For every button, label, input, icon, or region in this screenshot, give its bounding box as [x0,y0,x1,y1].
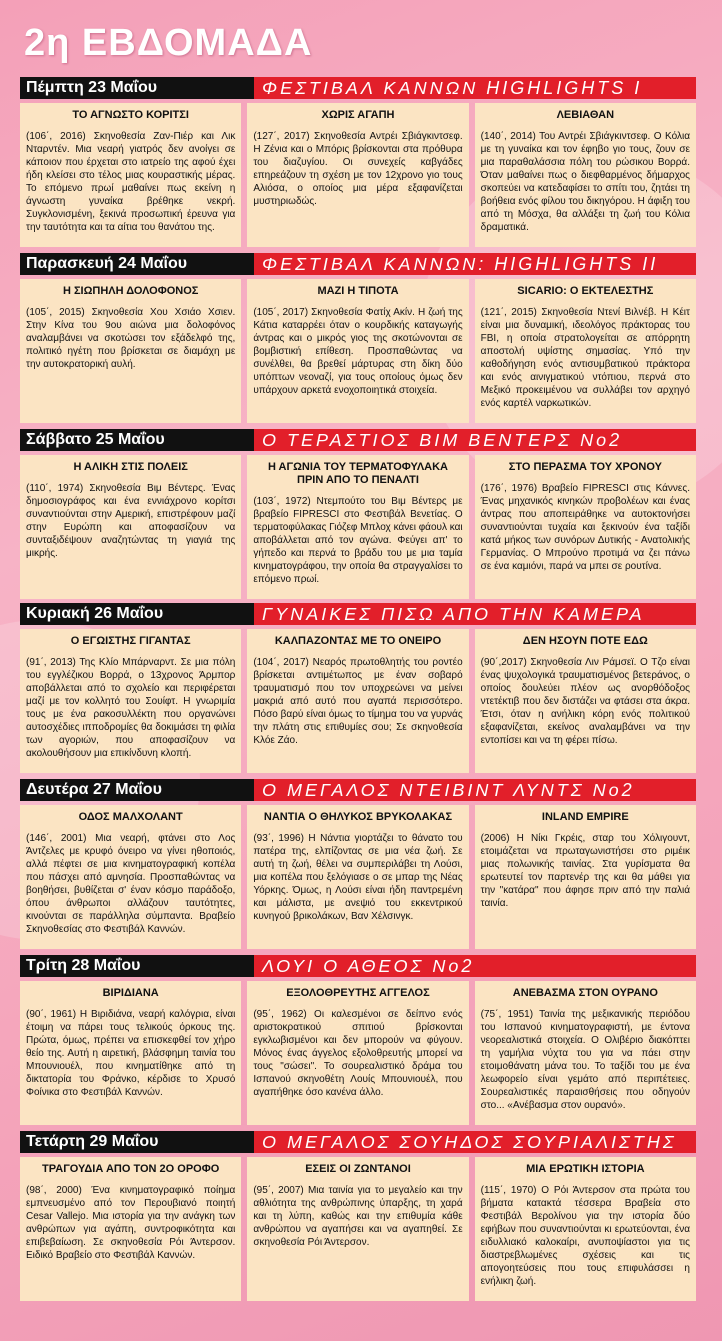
day-section [20,429,696,599]
page-title: 2η ΕΒΔΟΜΑΔΑ [24,22,313,64]
day-header-bar [20,1131,696,1153]
day-date: Σάββατο 25 Μαΐου [20,429,254,451]
film-description: (146΄, 2001) Μια νεαρή, φτάνει στο Λος Άντζελες με κρυφό όνειρο να γίνει ηθοποιός, αλλά πέφτει σε μια κινηματογραφική κοπέλα που πάσχει από αμνησία. Προσπαθώντας να βοηθήσει, βυθίζεται σ' έναν κόσμο παράδοξο, όπου άνθρωποι αλλάζουν ταυτότητες, κινούνται σε παράλληλα σύμπαντα. Βραβείο Σκηνοθεσίας στο Φεστιβάλ Καννών. [26,833,236,935]
day-header-bar [20,603,696,625]
film-title: ΕΞΟΛΟΘΡΕΥΤΗΣ ΑΓΓΕΛΟΣ [286,987,430,999]
film-card [247,805,468,949]
day-header-bar [20,429,696,451]
film-description: (98΄, 2000) Ένα κινηματογραφικό ποίημα εμπνευσμένο από τον Περουβιανό ποιητή Cesar Vallejo. Μια ιστορία για την ανάγκη των ανθρώπων για αγάπη, συντροφικότητα και επιβεβαίωση. Σε σκηνοθεσία Ρόι Άντερσον. Ειδικό Βραβείο στο Φεστιβάλ Καννών. [26,1185,236,1261]
film-card [247,103,468,247]
film-title: ΜΑΖΙ Η ΤΙΠΟΤΑ [317,285,399,297]
film-card [475,279,696,423]
film-row [20,279,696,423]
film-card [20,103,241,247]
film-description: (110΄, 1974) Σκηνοθεσία Βιμ Βέντερς. Ένας δημοσιογράφος και ένα εννιάχρονο κορίτσι συναντιούνται στην Αμερική, επιστρέφουν μαζί στην Ευρώπη και αποφασίζουν να συνταξιδέψουν αναζητώντας τη γιαγιά της μικρής. [26,483,236,559]
film-row [20,1157,696,1301]
film-title: ΟΔΟΣ ΜΑΛΧΟΛΑΝΤ [78,811,183,823]
film-title: ΛΕΒΙΑΘΑΝ [556,109,615,121]
day-theme: ΛΟΥΙ Ο ΑΘΕΟΣ Νο2 [254,955,696,977]
film-title: INLAND EMPIRE [541,811,629,823]
day-section [20,955,696,1125]
film-title: ΕΣΕΙΣ ΟΙ ΖΩΝΤΑΝΟΙ [305,1163,411,1175]
film-description: (103΄, 1972) Ντεμπούτο του Βιμ Βέντερς με βραβείο FIPRESCI στο Φεστιβάλ Βενετίας. Ο τερματοφύλακας Γιόζεφ Μπλοχ κάνει φάουλ και αποβάλλεται από τον αγώνα. Φεύγει απ' το γήπεδο και περνά το βράδυ του με μια ταμία κινηματογράφου, την οποία θα στραγγαλίσει το επόμενο πρωί. [253,496,463,585]
film-title: SICARIO: Ο ΕΚΤΕΛΕΣΤΗΣ [517,285,654,297]
film-card [475,455,696,599]
film-description: (127΄, 2017) Σκηνοθεσία Αντρέι Σβιάγκιντσεφ. Η Ζένια και ο Μπόρις βρίσκονται στα πρόθυρα του διαζυγίου. Οι συνεχείς καβγάδες επηρεάζουν τη σχέση με τον 12χρονο γιο τους Αλιόσα, ο οποίος μια μέρα εξαφανίζεται μυστηριωδώς. [253,131,463,207]
film-title: ΝΑΝΤΙΑ Ο ΘΗΛΥΚΟΣ ΒΡΥΚΟΛΑΚΑΣ [263,811,453,823]
film-description: (121΄, 2015) Σκηνοθεσία Ντενί Βιλνέβ. Η Κέιτ είναι μια δυναμική, ιδεολόγος πράκτορας του FBI, η οποία στρατολογείται σε απόρρητη αποστολή υψίστης σημασίας. Υπό την καθοδήγηση ενός αντισυμβατικού πράκτορα και ενός αινιγματικού ντόπιου, περνά στο Μεξικό προκειμένου να συλλάβει τον αρχηγό ενός καρτέλ ναρκωτικών. [480,307,690,409]
film-description: (93΄, 1996) Η Νάντια γιορτάζει το θάνατο του πατέρα της, ελπίζοντας σε μια νέα ζωή. Σε αυτή τη ζωή, θέλει να συμπεριλάβει τη Λούσι, μια κοπέλα που ξελόγιασε ο σε μπαρ της Νέας Υόρκης. Όμως, η Λούσι είναι ήδη παντρεμένη και μάλιστα, με ανεψιό του εκκεντρικού κυνηγού βρικολάκων, Βαν Χέλσινγκ. [253,833,463,922]
film-description: (105΄, 2015) Σκηνοθεσία Χου Χσιάο Χσιεν. Στην Κίνα του 9ου αιώνα μια δολοφόνος αναλαμβάνει να σκοτώσει τον εξάδελφό της, πολιτικό ηγέτη που βρίσκεται σε διαμάχη με την αυτοκρατορική αυλή. [26,307,236,370]
day-header-bar [20,77,696,99]
day-header-bar [20,253,696,275]
film-title: ΤΡΑΓΟΥΔΙΑ ΑΠΟ ΤΟΝ 2Ο ΟΡΟΦΟ [42,1163,220,1175]
film-card [247,1157,468,1301]
day-section [20,253,696,423]
film-card [247,981,468,1125]
day-section [20,779,696,949]
day-theme: ΦΕΣΤΙΒΑΛ ΚΑΝΝΩΝ HIGHLIGHTS I [254,77,696,99]
film-title: ΚΑΛΠΑΖΟΝΤΑΣ ΜΕ ΤΟ ΟΝΕΙΡΟ [274,635,442,647]
film-card [20,805,241,949]
day-theme: Ο ΤΕΡΑΣΤΙΟΣ ΒΙΜ ΒΕΝΤΕΡΣ Νο2 [254,429,696,451]
film-card [475,981,696,1125]
day-date: Τετάρτη 29 Μαΐου [20,1131,254,1153]
film-description: (115΄, 1970) Ο Ρόι Άντερσον στα πρώτα του βήματα κατακτά τέσσερα Βραβεία στο Φεστιβάλ Βερολίνου για την ιστορία δύο εφήβων που συναντιούνται κι ερωτεύονται, ένα ειδυλλιακό καλοκαίρι, ανυποψίαστοι για τις διαστρεβλωμένες σχέσεις και τις απογοητεύσεις που τους επιφυλάσσει η ενήλικη ζωή. [480,1185,690,1287]
film-description: (95΄, 1962) Οι καλεσμένοι σε δείπνο ενός αριστοκρατικού σπιτιού βρίσκονται εγκλωβισμένοι και δεν μπορούν να φύγουν. Μόνος ένας άγγελος εξολοθρευτής μπορεί να τους "σώσει". Το σουρεαλιστικό δράμα του Ισπανού σκηνοθέτη Λουίς Μπουνιουέλ, που αγαπήθηκε όσο κανένα άλλο. [253,1009,463,1098]
film-description: (105΄, 2017) Σκηνοθεσία Φατίχ Ακίν. Η ζωή της Κάτια καταρρέει όταν ο κουρδικής καταγωγής άντρας και ο μικρός γιος της σκοτώνονται σε βομβιστική επίθεση. Προσπαθώντας να συνέλθει, θα βρεθεί μάρτυρας στη δίκη δύο υπόπτων νεοναζί, για τους οποίους όμως δεν υπάρχουν αρκετά ενοχοποιητικά στοιχεία. [253,307,463,396]
film-description: (95΄, 2007) Μια ταινία για το μεγαλείο και την αθλιότητα της ανθρώπινης ύπαρξης, τη χαρά και τη λύπη, καθώς και την επιθυμία κάθε ανθρώπου να αγαπήσει και να αγαπηθεί. Σε σκηνοθεσία Ρόι Άντερσον. [253,1185,463,1248]
film-description: (90΄, 1961) Η Βιριδιάνα, νεαρή καλόγρια, είναι έτοιμη να πάρει τους τελικούς όρκους της. Πρώτα, όμως, πρέπει να επισκεφθεί τον χήρο θείο της. Αυτή η αιρετική, βλάσφημη ταινία του Μπουνιουέλ, που κινηματίθηκε από τη δικτατορία του Φράνκο, κέρδισε το Χρυσό Φοίνικα στο Φεστιβάλ Καννών. [26,1009,236,1098]
day-section [20,77,696,247]
film-card [20,981,241,1125]
film-card [247,629,468,773]
film-description: (2006) Η Νίκι Γκρέις, σταρ του Χόλιγουντ, ετοιμάζεται να πρωταγωνιστήσει στο ριμέικ μιας πολωνικής ταινίας. Στα γυρίσματα θα ερωτευτεί τον παρτενέρ της και θα μάθει για την "κατάρα" που άφησε πριν από την παλιά ταινία. [480,833,690,909]
day-section [20,1131,696,1301]
film-card [247,455,468,599]
film-description: (176΄, 1976) Βραβείο FIPRESCI στις Κάννες. Ένας μηχανικός κινηκών προβολέων και ένας άντρας που αποπειράθηκε να αυτοκτονήσει συναντιούνται τυχαία και ξεκινούν ένα ταξίδι κατά μήκος των συνόρων Δυτικής - Ανατολικής Γερμανίας. Ο Μπρούνο προτιμά να ζει πάνω σε ένα καμιόνι, παρά να μπει σε ρουτίνα. [480,483,690,572]
day-header-bar [20,779,696,801]
film-row [20,981,696,1125]
day-date: Τρίτη 28 Μαΐου [20,955,254,977]
film-title: ΜΙΑ ΕΡΩΤΙΚΗ ΙΣΤΟΡΙΑ [526,1163,645,1175]
day-date: Κυριακή 26 Μαΐου [20,603,254,625]
film-description: (104΄, 2017) Νεαρός πρωτοθλητής του ροντέο βρίσκεται αντιμέτωπος με έναν σοβαρό τραυματισμό που τον υποχρεώνει να μείνει μακριά από αυτό που αγαπά περισσότερο. Πόσο βαρύ είναι όμως το τίμημα του να γυρνάς την πλάτη στις επιθυμίες σου; Σε σκηνοθεσία Κλόε Ζάο. [253,657,463,746]
film-description: (91΄, 2013) Της Κλίο Μπάρναρντ. Σε μια πόλη του εγγλέζικου Βορρά, ο 13χρονος Άρμπορ αποβάλλεται από το σχολείο και περιφέρεται μαζί με τον κολλητό του Σουίφτ. Η γνωριμία τους με ένα ρακοσυλλέκτη που οργανώνει αυτοσχέδιες ιπποδρομίες θα δοκιμάσει τη φιλία των αγοριών, που αποφασίζουν να ακολουθήσουν μια επικίνδυνη κλοπή. [26,657,236,759]
film-card [475,629,696,773]
film-description: (106΄, 2016) Σκηνοθεσία Ζαν-Πιέρ και Λικ Νταρντέν. Μια νεαρή γιατρός δεν ανοίγει σε κάποιον που έρχεται στο ιατρείο της αφού έχει ήδη κλείσει στο τέλος μιας κουραστικής μέρας. Το επόμενο πρωί μαθαίνει πως εκείνη η άγνωστη γυναίκα βρέθηκε νεκρή. Συγκλονισμένη, ξεκινά προσωπική έρευνα για την ταυτότητα και τα αίτια του θανάτου της. [26,131,236,233]
film-title: Ο ΕΓΩΙΣΤΗΣ ΓΙΓΑΝΤΑΣ [70,635,191,647]
film-title: ΣΤΟ ΠΕΡΑΣΜΑ ΤΟΥ ΧΡΟΝΟΥ [508,461,662,473]
film-card [475,1157,696,1301]
day-section [20,603,696,773]
film-card [20,1157,241,1301]
film-title: ΒΙΡΙΔΙΑΝΑ [102,987,159,999]
film-description: (140΄, 2014) Του Αντρέι Σβιάγκιντσεφ. Ο Κόλια με τη γυναίκα και τον έφηβο γιο τους, ζουν σε μια παραθαλάσσια πόλη του ρώσικου Βορρά. Όταν μαθαίνει πως ο διεφθαρμένος δήμαρχος σκοπεύει να κατεδαφίσει το σπίτι του, ζητάει τη βοήθεια ενός φίλου του δικηγόρου. Η άφιξη του από τη Μόσχα, θα αλλάξει τη ζωή του Κόλια δραματικά. [480,131,690,233]
film-description: (90΄,2017) Σκηνοθεσία Λιν Ράμσεϊ. Ο Τζο είναι ένας ψυχολογικά τραυματισμένος βετεράνος, ο οποίος δουλεύει πλέον ως ανορθόδοξος ντετέκτιβ που δεν διστάζει να φτάσει στα άκρα. Έτσι, όταν η ανήλικη κόρη ενός πολιτικού εξαφανίζεται, εκείνος αναλαμβάνει να την εντοπίσει και να τη φέρει πίσω. [480,657,690,746]
film-title: ΤΟ ΑΓΝΩΣΤΟ ΚΟΡΙΤΣΙ [72,109,189,121]
film-title: Η ΑΓΩΝΙΑ ΤΟΥ ΤΕΡΜΑΤΟΦΥΛΑΚΑ ΠΡΙΝ ΑΠΟ ΤΟ ΠΕΝΑΛΤΙ [267,461,448,486]
day-header-bar [20,955,696,977]
film-card [20,455,241,599]
day-theme: ΓΥΝΑΙΚΕΣ ΠΙΣΩ ΑΠΟ ΤΗΝ ΚΑΜΕΡΑ [254,603,696,625]
day-date: Παρασκευή 24 Μαΐου [20,253,254,275]
film-card [20,279,241,423]
film-row [20,103,696,247]
film-title: ΔΕΝ ΗΣΟΥΝ ΠΟΤΕ ΕΔΩ [522,635,648,647]
day-theme: ΦΕΣΤΙΒΑΛ ΚΑΝΝΩΝ: HIGHLIGHTS II [254,253,696,275]
film-card [475,805,696,949]
day-theme: Ο ΜΕΓΑΛΟΣ ΣΟΥΗΔΟΣ ΣΟΥΡΙΑΛΙΣΤΗΣ [254,1131,696,1153]
film-title: ΧΩΡΙΣ ΑΓΑΠΗ [321,109,395,121]
day-date: Πέμπτη 23 Μαΐου [20,77,254,99]
film-title: Η ΣΙΩΠΗΛΗ ΔΟΛΟΦΟΝΟΣ [62,285,199,297]
film-card [247,279,468,423]
film-card [20,629,241,773]
film-title: ΑΝΕΒΑΣΜΑ ΣΤΟΝ ΟΥΡΑΝΟ [512,987,658,999]
day-date: Δευτέρα 27 Μαΐου [20,779,254,801]
film-row [20,455,696,599]
film-title: Η ΑΛΙΚΗ ΣΤΙΣ ΠΟΛΕΙΣ [73,461,188,473]
day-theme: Ο ΜΕΓΑΛΟΣ ΝΤΕΙΒΙΝΤ ΛΥΝΤΣ Νο2 [254,779,696,801]
film-description: (75΄, 1951) Ταινία της μεξικανικής περιόδου του Ισπανού κινηματογραφιστή, με έντονα νεορεαλιστικά στοιχεία. Ο Ολιβέριο διακόπτει τη γαμήλια νύχτα του για να πάει στην ετοιμοθάνατη μάνα του. Το ταξίδι του με ένα λεωφορείο είναι γεμάτο από περιπέτειες. Σουρεαλιστικές παραισθήσεις που οδηγούν στο... «Ανέβασμα στον ουρανό». [480,1009,690,1111]
film-row [20,629,696,773]
film-card [475,103,696,247]
film-row [20,805,696,949]
